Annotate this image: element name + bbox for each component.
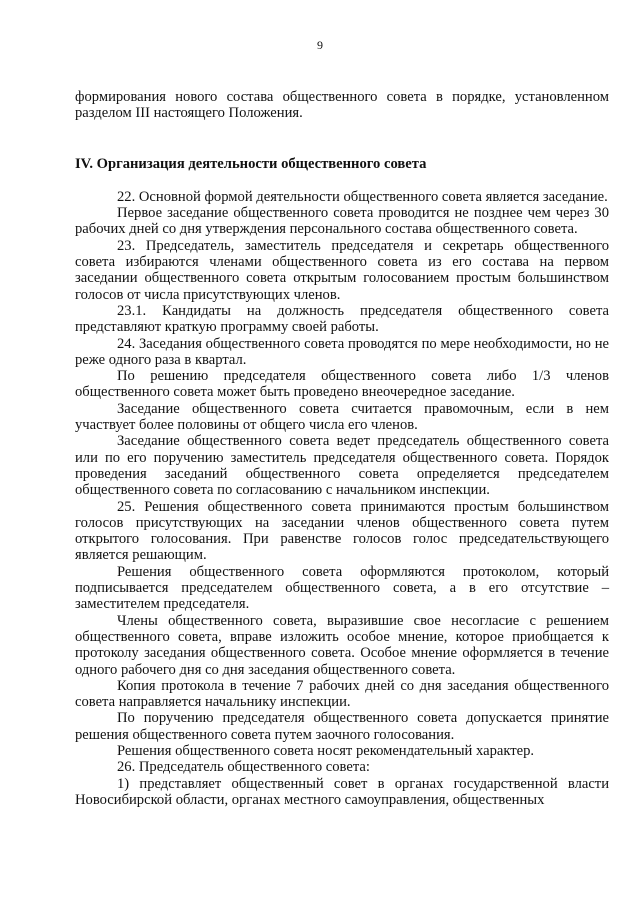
paragraph: Копия протокола в течение 7 рабочих дней со дня заседания общественного совета направляется начальнику инспекции. (75, 677, 609, 711)
document-body (75, 89, 609, 808)
paragraph: Решения общественного совета оформляются протоколом, который подписывается председателем общественного совета, а в его отсутствие – заместителем председателя. (75, 563, 609, 613)
paragraph: 26. Председатель общественного совета: (117, 759, 370, 776)
paragraph: 25. Решения общественного совета принимаются простым большинством голосов присутствующих на заседании членов общественного совета путем открытого голосования. При равенстве голосов голос председательствующего является решающим. (75, 498, 609, 564)
paragraph: 22. Основной формой деятельности общественного совета является заседание. (117, 188, 608, 205)
paragraph: Первое заседание общественного совета проводится не позднее чем через 30 рабочих дней со дня утверждения персонального состава общественного совета. (75, 205, 609, 238)
paragraph: По решению председателя общественного совета либо 1/3 членов общественного совета может быть проведено внеочередное заседание. (75, 368, 609, 401)
paragraph: 23. Председатель, заместитель председателя и секретарь общественного совета избираются членами общественного совета из его состава на первом заседании общественного совета открытым голосованием простым большинством голосов от числа присутствующих членов. (75, 237, 609, 303)
paragraph: Заседание общественного совета ведет председатель общественного совета или по его поручению заместитель председателя общественного совета. Порядок проведения заседаний общественного совета определяется председателем общественного совета по согласованию с начальником инспекции. (75, 433, 609, 499)
paragraph: 23.1. Кандидаты на должность председателя общественного совета представляют краткую программу своей работы. (75, 302, 609, 336)
paragraph: Заседание общественного совета считается правомочным, если в нем участвует более половины от общего числа его членов. (75, 400, 609, 434)
paragraph: По поручению председателя общественного совета допускается принятие решения общественного совета путем заочного голосования. (75, 710, 609, 743)
paragraph: Решения общественного совета носят рекомендательный характер. (117, 742, 535, 759)
section-heading: IV. Организация деятельности общественного совета (75, 155, 427, 172)
paragraph: Члены общественного совета, выразившие свое несогласие с решением общественного совета, вправе изложить особое мнение, которое приобщается к протоколу заседания общественного совета. Особое мнение оформляется в течение одного рабочего дня со дня заседания общественного совета. (75, 612, 609, 678)
paragraph: 24. Заседания общественного совета проводятся по мере необходимости, но не реже одного раза в квартал. (75, 335, 609, 368)
page-number: 9 (317, 38, 323, 52)
paragraph: 1) представляет общественный совет в органах государственной власти Новосибирской области, органах местного самоуправления, общественных (75, 775, 609, 808)
paragraph-continuation: формирования нового состава общественного совета в порядке, установленном разделом III настоящего Положения. (75, 89, 609, 122)
